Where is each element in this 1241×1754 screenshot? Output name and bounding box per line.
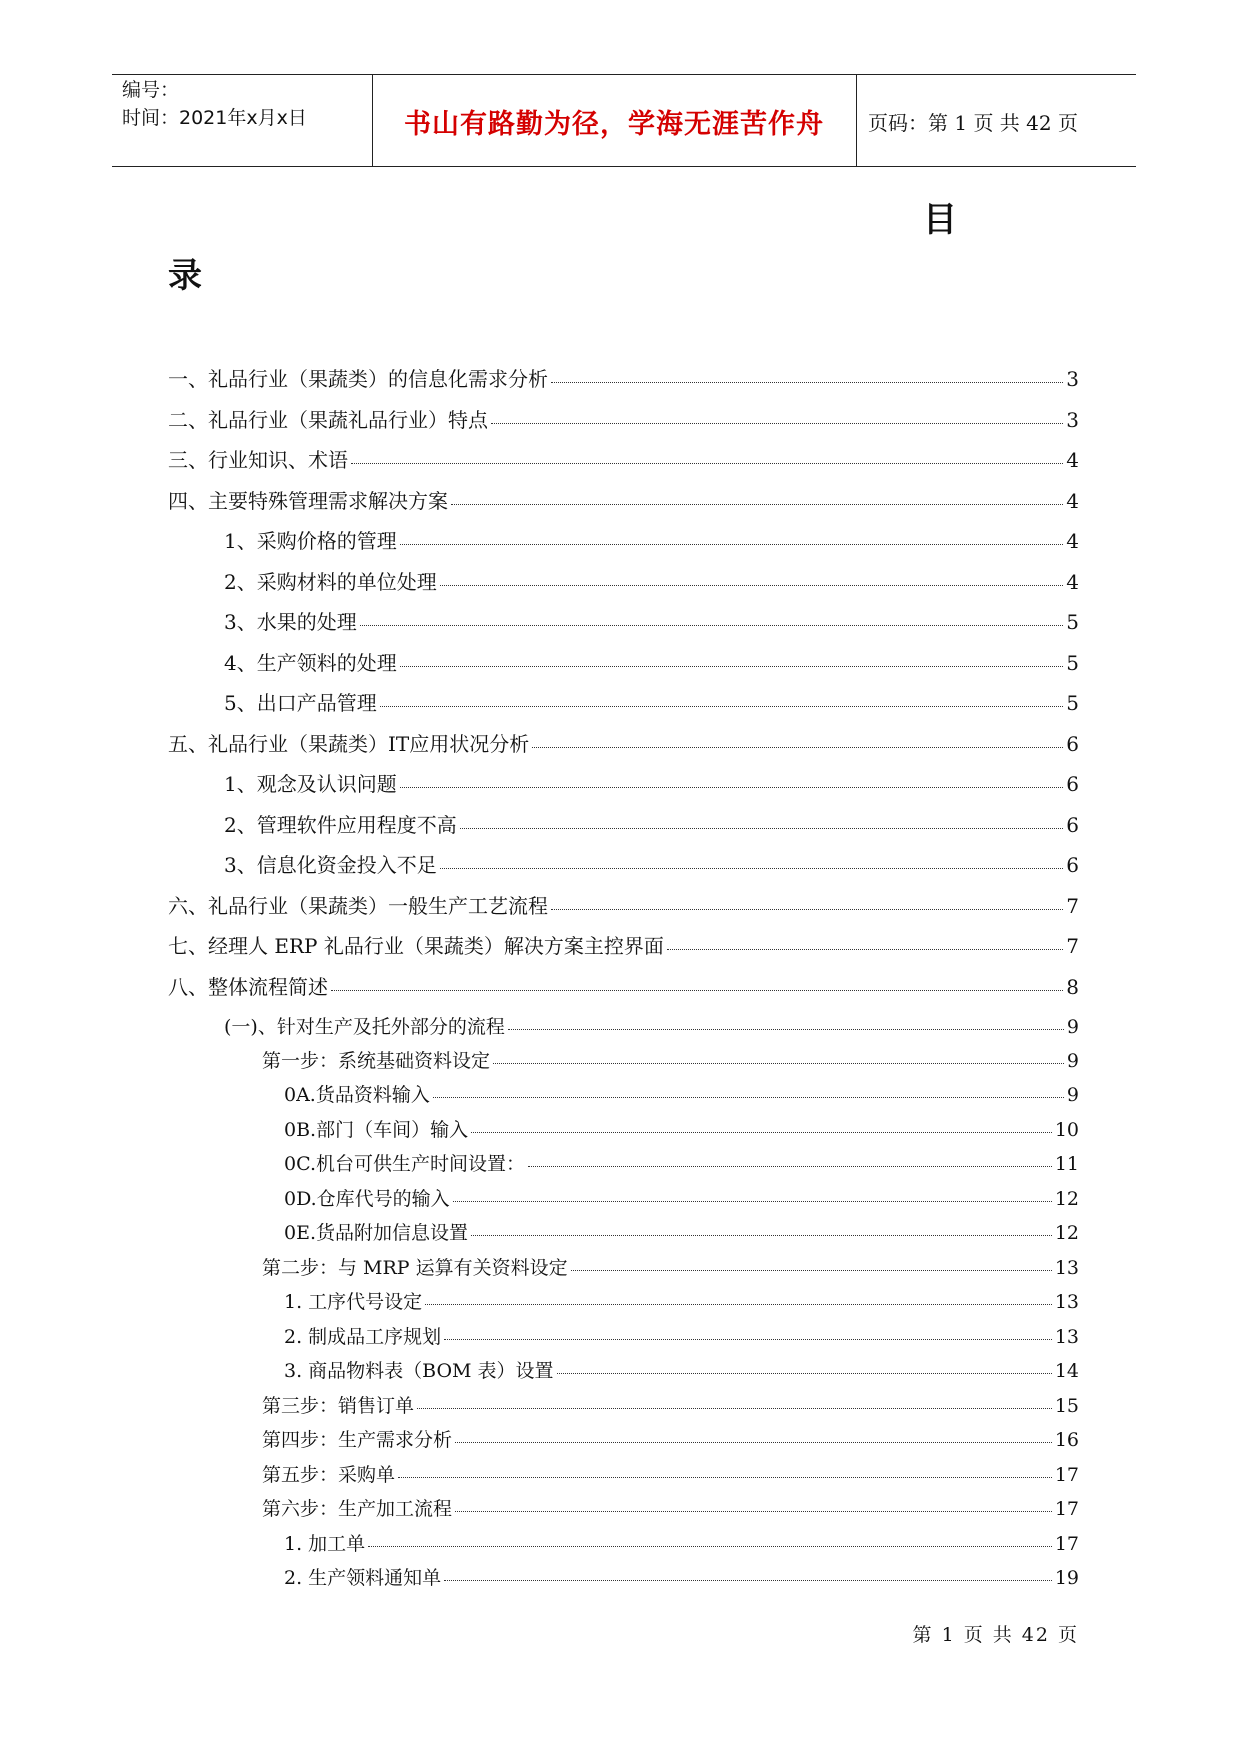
header-divider-right — [856, 74, 857, 166]
toc-entry[interactable]: 三、行业知识、术语 4 — [168, 448, 1079, 472]
toc-entry[interactable]: 1. 工序代号设定 13 — [284, 1291, 1079, 1313]
dot-leader — [455, 1510, 1052, 1512]
dot-leader — [444, 1579, 1052, 1581]
toc-entry[interactable]: 0C.机台可供生产时间设置： 11 — [284, 1153, 1079, 1175]
page-footer: 第 1 页 共 42 页 — [912, 1624, 1079, 1646]
toc-entry[interactable]: 0D.仓库代号的输入 12 — [284, 1188, 1079, 1210]
toc-entry[interactable]: 第六步：生产加工流程 17 — [262, 1498, 1079, 1520]
dot-leader — [667, 948, 1063, 950]
toc-entry[interactable]: 二、礼品行业（果蔬礼品行业）特点 3 — [168, 408, 1079, 432]
dot-leader — [331, 989, 1063, 991]
dot-leader — [551, 381, 1063, 383]
toc-entry[interactable]: 1. 加工单 17 — [284, 1533, 1079, 1555]
dot-leader — [433, 1096, 1064, 1098]
toc-entry[interactable]: 1、观念及认识问题 6 — [224, 772, 1079, 796]
toc-entry[interactable]: 2. 制成品工序规划 13 — [284, 1326, 1079, 1348]
dot-leader — [398, 1476, 1052, 1478]
dot-leader — [351, 462, 1063, 464]
dot-leader — [444, 1338, 1052, 1340]
toc-entry[interactable]: (一)、针对生产及托外部分的流程 9 — [224, 1016, 1079, 1038]
header-top-rule — [112, 74, 1136, 75]
header-page-info: 页码：第 1 页 共 42 页 — [868, 111, 1078, 135]
toc-title-first-char: 目 — [923, 200, 957, 240]
dot-leader — [532, 746, 1063, 748]
toc-entry[interactable]: 2. 生产领料通知单 19 — [284, 1567, 1079, 1589]
toc-entry[interactable]: 1、采购价格的管理 4 — [224, 529, 1079, 553]
toc-entry[interactable]: 八、整体流程简述 8 — [168, 975, 1079, 999]
dot-leader — [425, 1303, 1052, 1305]
toc-entry[interactable]: 3. 商品物料表（BOM 表）设置 14 — [284, 1360, 1079, 1382]
dot-leader — [528, 1165, 1052, 1167]
toc-entry[interactable]: 5、出口产品管理 5 — [224, 691, 1079, 715]
toc-entry[interactable]: 2、管理软件应用程度不高 6 — [224, 813, 1079, 837]
dot-leader — [491, 422, 1063, 424]
dot-leader — [380, 705, 1064, 707]
header-motto: 书山有路勤为径，学海无涯苦作舟 — [404, 109, 824, 140]
dot-leader — [571, 1269, 1052, 1271]
dot-leader — [440, 867, 1064, 869]
toc-entry[interactable]: 2、采购材料的单位处理 4 — [224, 570, 1079, 594]
dot-leader — [551, 908, 1063, 910]
dot-leader — [508, 1028, 1064, 1030]
dot-leader — [455, 1441, 1052, 1443]
toc-entry[interactable]: 4、生产领料的处理 5 — [224, 651, 1079, 675]
dot-leader — [368, 1545, 1052, 1547]
date-label: 时间：2021年x月x日 — [122, 107, 307, 129]
toc-entry[interactable]: 第五步：采购单 17 — [262, 1464, 1079, 1486]
dot-leader — [471, 1131, 1052, 1133]
code-label: 编号： — [122, 79, 180, 101]
toc-entry[interactable]: 第四步：生产需求分析 16 — [262, 1429, 1079, 1451]
toc-entry[interactable]: 六、礼品行业（果蔬类）一般生产工艺流程 7 — [168, 894, 1079, 918]
toc-entry[interactable]: 五、礼品行业（果蔬类）IT应用状况分析 6 — [168, 732, 1079, 756]
toc-entry[interactable]: 3、信息化资金投入不足 6 — [224, 853, 1079, 877]
dot-leader — [493, 1062, 1064, 1064]
toc-entry[interactable]: 七、经理人 ERP 礼品行业（果蔬类）解决方案主控界面 7 — [168, 934, 1079, 958]
toc-entry[interactable]: 第一步：系统基础资料设定 9 — [262, 1050, 1079, 1072]
dot-leader — [440, 584, 1064, 586]
dot-leader — [451, 503, 1063, 505]
dot-leader — [460, 827, 1064, 829]
header-meta — [122, 76, 307, 132]
dot-leader — [400, 665, 1064, 667]
toc-entry[interactable]: 四、主要特殊管理需求解决方案 4 — [168, 489, 1079, 513]
toc-entry[interactable]: 第三步：销售订单 15 — [262, 1395, 1079, 1417]
toc-entry[interactable]: 一、礼品行业（果蔬类）的信息化需求分析 3 — [168, 367, 1079, 391]
toc-entry[interactable]: 0A.货品资料输入 9 — [284, 1084, 1079, 1106]
toc-entry[interactable]: 第二步：与 MRP 运算有关资料设定 13 — [262, 1257, 1079, 1279]
dot-leader — [360, 624, 1064, 626]
dot-leader — [453, 1200, 1052, 1202]
toc-entry[interactable]: 3、水果的处理 5 — [224, 610, 1079, 634]
toc-entry[interactable]: 0E.货品附加信息设置 12 — [284, 1222, 1079, 1244]
dot-leader — [471, 1234, 1052, 1236]
dot-leader — [400, 543, 1064, 545]
toc-title-second-char: 录 — [168, 256, 202, 296]
dot-leader — [400, 786, 1064, 788]
toc-entry[interactable]: 0B.部门（车间）输入 10 — [284, 1119, 1079, 1141]
dot-leader — [417, 1407, 1052, 1409]
header-bottom-rule — [112, 166, 1136, 167]
dot-leader — [557, 1372, 1052, 1374]
